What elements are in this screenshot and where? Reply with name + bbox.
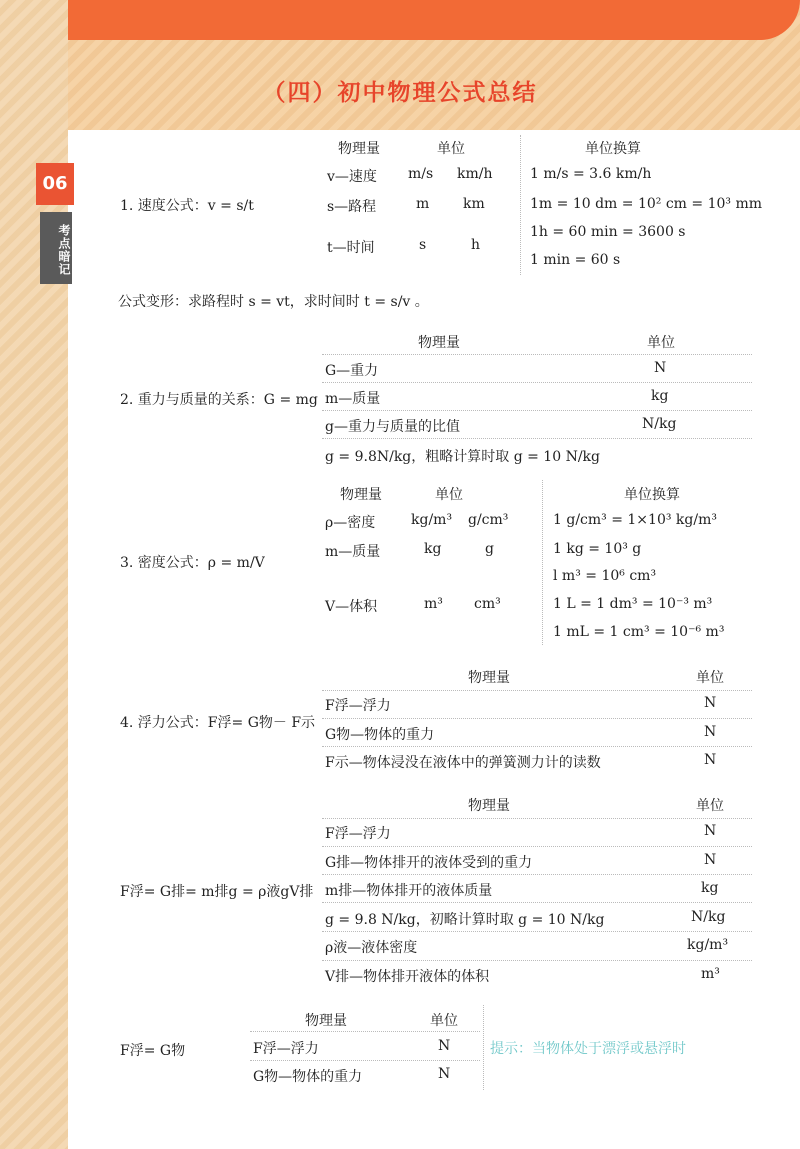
s2-formula: 2. 重力与质量的关系：G = mg [120, 392, 318, 408]
s3-conversion: 1 L = 1 dm³ = 10⁻³ m³ [553, 596, 713, 612]
s5-row-qty: ρ液—液体密度 [325, 940, 418, 956]
s1-transform-note: 公式变形：求路程时 s = vt，求时间时 t = s/v 。 [118, 294, 429, 310]
s2-row-qty: m—质量 [325, 391, 381, 407]
s5-formula: F浮= G排= m排g = ρ液gV排 [120, 884, 314, 900]
s2-row-unit: kg [651, 388, 669, 404]
s2-row-qty: g—重力与质量的比值 [325, 419, 460, 435]
divider [322, 746, 752, 747]
s6-header-qty: 物理量 [305, 1013, 347, 1029]
s5-header-qty: 物理量 [468, 798, 510, 814]
divider [322, 874, 752, 875]
s1-conversion: 1h = 60 min = 3600 s [530, 224, 686, 240]
s3-row-unit2: cm³ [474, 596, 501, 612]
s3-header-unit: 单位 [435, 487, 463, 503]
s2-row-unit: N/kg [642, 416, 677, 432]
divider [322, 718, 752, 719]
divider [483, 1005, 484, 1090]
s1-formula: 1. 速度公式：v = s/t [120, 198, 254, 214]
chapter-tab-label: 考点暗记 [40, 212, 72, 284]
s5-header-unit: 单位 [696, 798, 724, 814]
s2-row-unit: N [654, 360, 667, 376]
s1-row-unit2: h [471, 237, 481, 253]
s3-formula: 3. 密度公式：ρ = m/V [120, 555, 265, 571]
s5-row-unit: kg/m³ [687, 937, 729, 953]
s5-row-qty: G排—物体排开的液体受到的重力 [325, 855, 533, 871]
s1-row-unit1: s [419, 237, 427, 253]
divider [322, 410, 752, 411]
s6-row-qty: G物—物体的重力 [253, 1069, 363, 1085]
s3-row-unit1: kg [424, 541, 442, 557]
divider [322, 846, 752, 847]
s3-row-qty: V—体积 [325, 599, 378, 615]
s5-row-qty: m排—物体排开的液体质量 [325, 883, 493, 899]
s1-row-unit2: km/h [457, 166, 493, 182]
s5-row-unit: m³ [701, 966, 720, 982]
page-title: （四）初中物理公式总结 [262, 80, 538, 106]
header-red-edge [0, 0, 800, 40]
s6-formula: F浮= G物 [120, 1043, 186, 1059]
s5-row-unit: kg [701, 880, 719, 896]
s5-row-unit: N [704, 823, 717, 839]
s3-row-unit2: g/cm³ [468, 512, 509, 528]
s3-conversion: l m³ = 10⁶ cm³ [553, 568, 657, 584]
s5-row-qty: F浮—浮力 [325, 826, 391, 842]
s3-row-qty: ρ—密度 [325, 515, 376, 531]
s6-row-unit: N [438, 1066, 451, 1082]
s1-conversion: 1 m/s = 3.6 km/h [530, 166, 652, 182]
s6-row-unit: N [438, 1038, 451, 1054]
divider [542, 480, 543, 645]
s2-note: g = 9.8N/kg，粗略计算时取 g = 10 N/kg [325, 449, 600, 465]
s5-row-unit: N/kg [691, 909, 726, 925]
chapter-tab-number: 06 [36, 163, 74, 205]
divider [322, 354, 752, 355]
divider [250, 1031, 480, 1032]
s3-row-unit1: m³ [424, 596, 443, 612]
divider [322, 690, 752, 691]
s2-header-qty: 物理量 [418, 335, 460, 351]
s1-row-qty: s—路程 [327, 199, 377, 215]
s1-row-qty: t—时间 [327, 240, 375, 256]
s3-row-unit2: g [485, 541, 494, 557]
s6-hint: 提示：当物体处于漂浮或悬浮时 [490, 1041, 686, 1057]
s4-row-qty: F浮—浮力 [325, 698, 391, 714]
s1-conversion: 1 min = 60 s [530, 252, 621, 268]
s1-header-qty: 物理量 [338, 141, 380, 157]
s1-header-conv: 单位换算 [585, 141, 641, 157]
divider [322, 438, 752, 439]
s4-header-unit: 单位 [696, 670, 724, 686]
s5-row-unit: N [704, 852, 717, 868]
s4-row-unit: N [704, 724, 717, 740]
s5-row-qty: g = 9.8 N/kg，初略计算时取 g = 10 N/kg [325, 912, 605, 928]
s3-header-qty: 物理量 [340, 487, 382, 503]
s6-row-qty: F浮—浮力 [253, 1041, 319, 1057]
s6-header-unit: 单位 [430, 1013, 458, 1029]
s3-conversion: 1 mL = 1 cm³ = 10⁻⁶ m³ [553, 624, 725, 640]
divider [322, 382, 752, 383]
s3-conversion: 1 g/cm³ = 1×10³ kg/m³ [553, 512, 717, 528]
divider [520, 135, 521, 275]
divider [322, 818, 752, 819]
s2-row-qty: G—重力 [325, 363, 379, 379]
divider [322, 931, 752, 932]
s1-header-unit: 单位 [437, 141, 465, 157]
s2-header-unit: 单位 [647, 335, 675, 351]
s3-conversion: 1 kg = 10³ g [553, 541, 642, 557]
divider [322, 960, 752, 961]
s1-row-unit2: km [463, 196, 485, 212]
s3-row-unit1: kg/m³ [411, 512, 453, 528]
s4-row-unit: N [704, 752, 717, 768]
s1-conversion: 1m = 10 dm = 10² cm = 10³ mm [530, 196, 762, 212]
s4-header-qty: 物理量 [468, 670, 510, 686]
s1-row-unit1: m/s [408, 166, 434, 182]
s5-row-qty: V排—物体排开液体的体积 [325, 969, 490, 985]
s3-row-qty: m—质量 [325, 544, 381, 560]
s1-row-qty: v—速度 [327, 169, 377, 185]
s4-row-qty: G物—物体的重力 [325, 727, 435, 743]
s4-row-qty: F示—物体浸没在液体中的弹簧测力计的读数 [325, 755, 601, 771]
divider [322, 902, 752, 903]
s3-header-conv: 单位换算 [624, 487, 680, 503]
divider [250, 1060, 480, 1061]
header-band [0, 0, 800, 130]
s1-row-unit1: m [416, 196, 430, 212]
s4-row-unit: N [704, 695, 717, 711]
s4-formula: 4. 浮力公式：F浮= G物－ F示 [120, 715, 316, 731]
